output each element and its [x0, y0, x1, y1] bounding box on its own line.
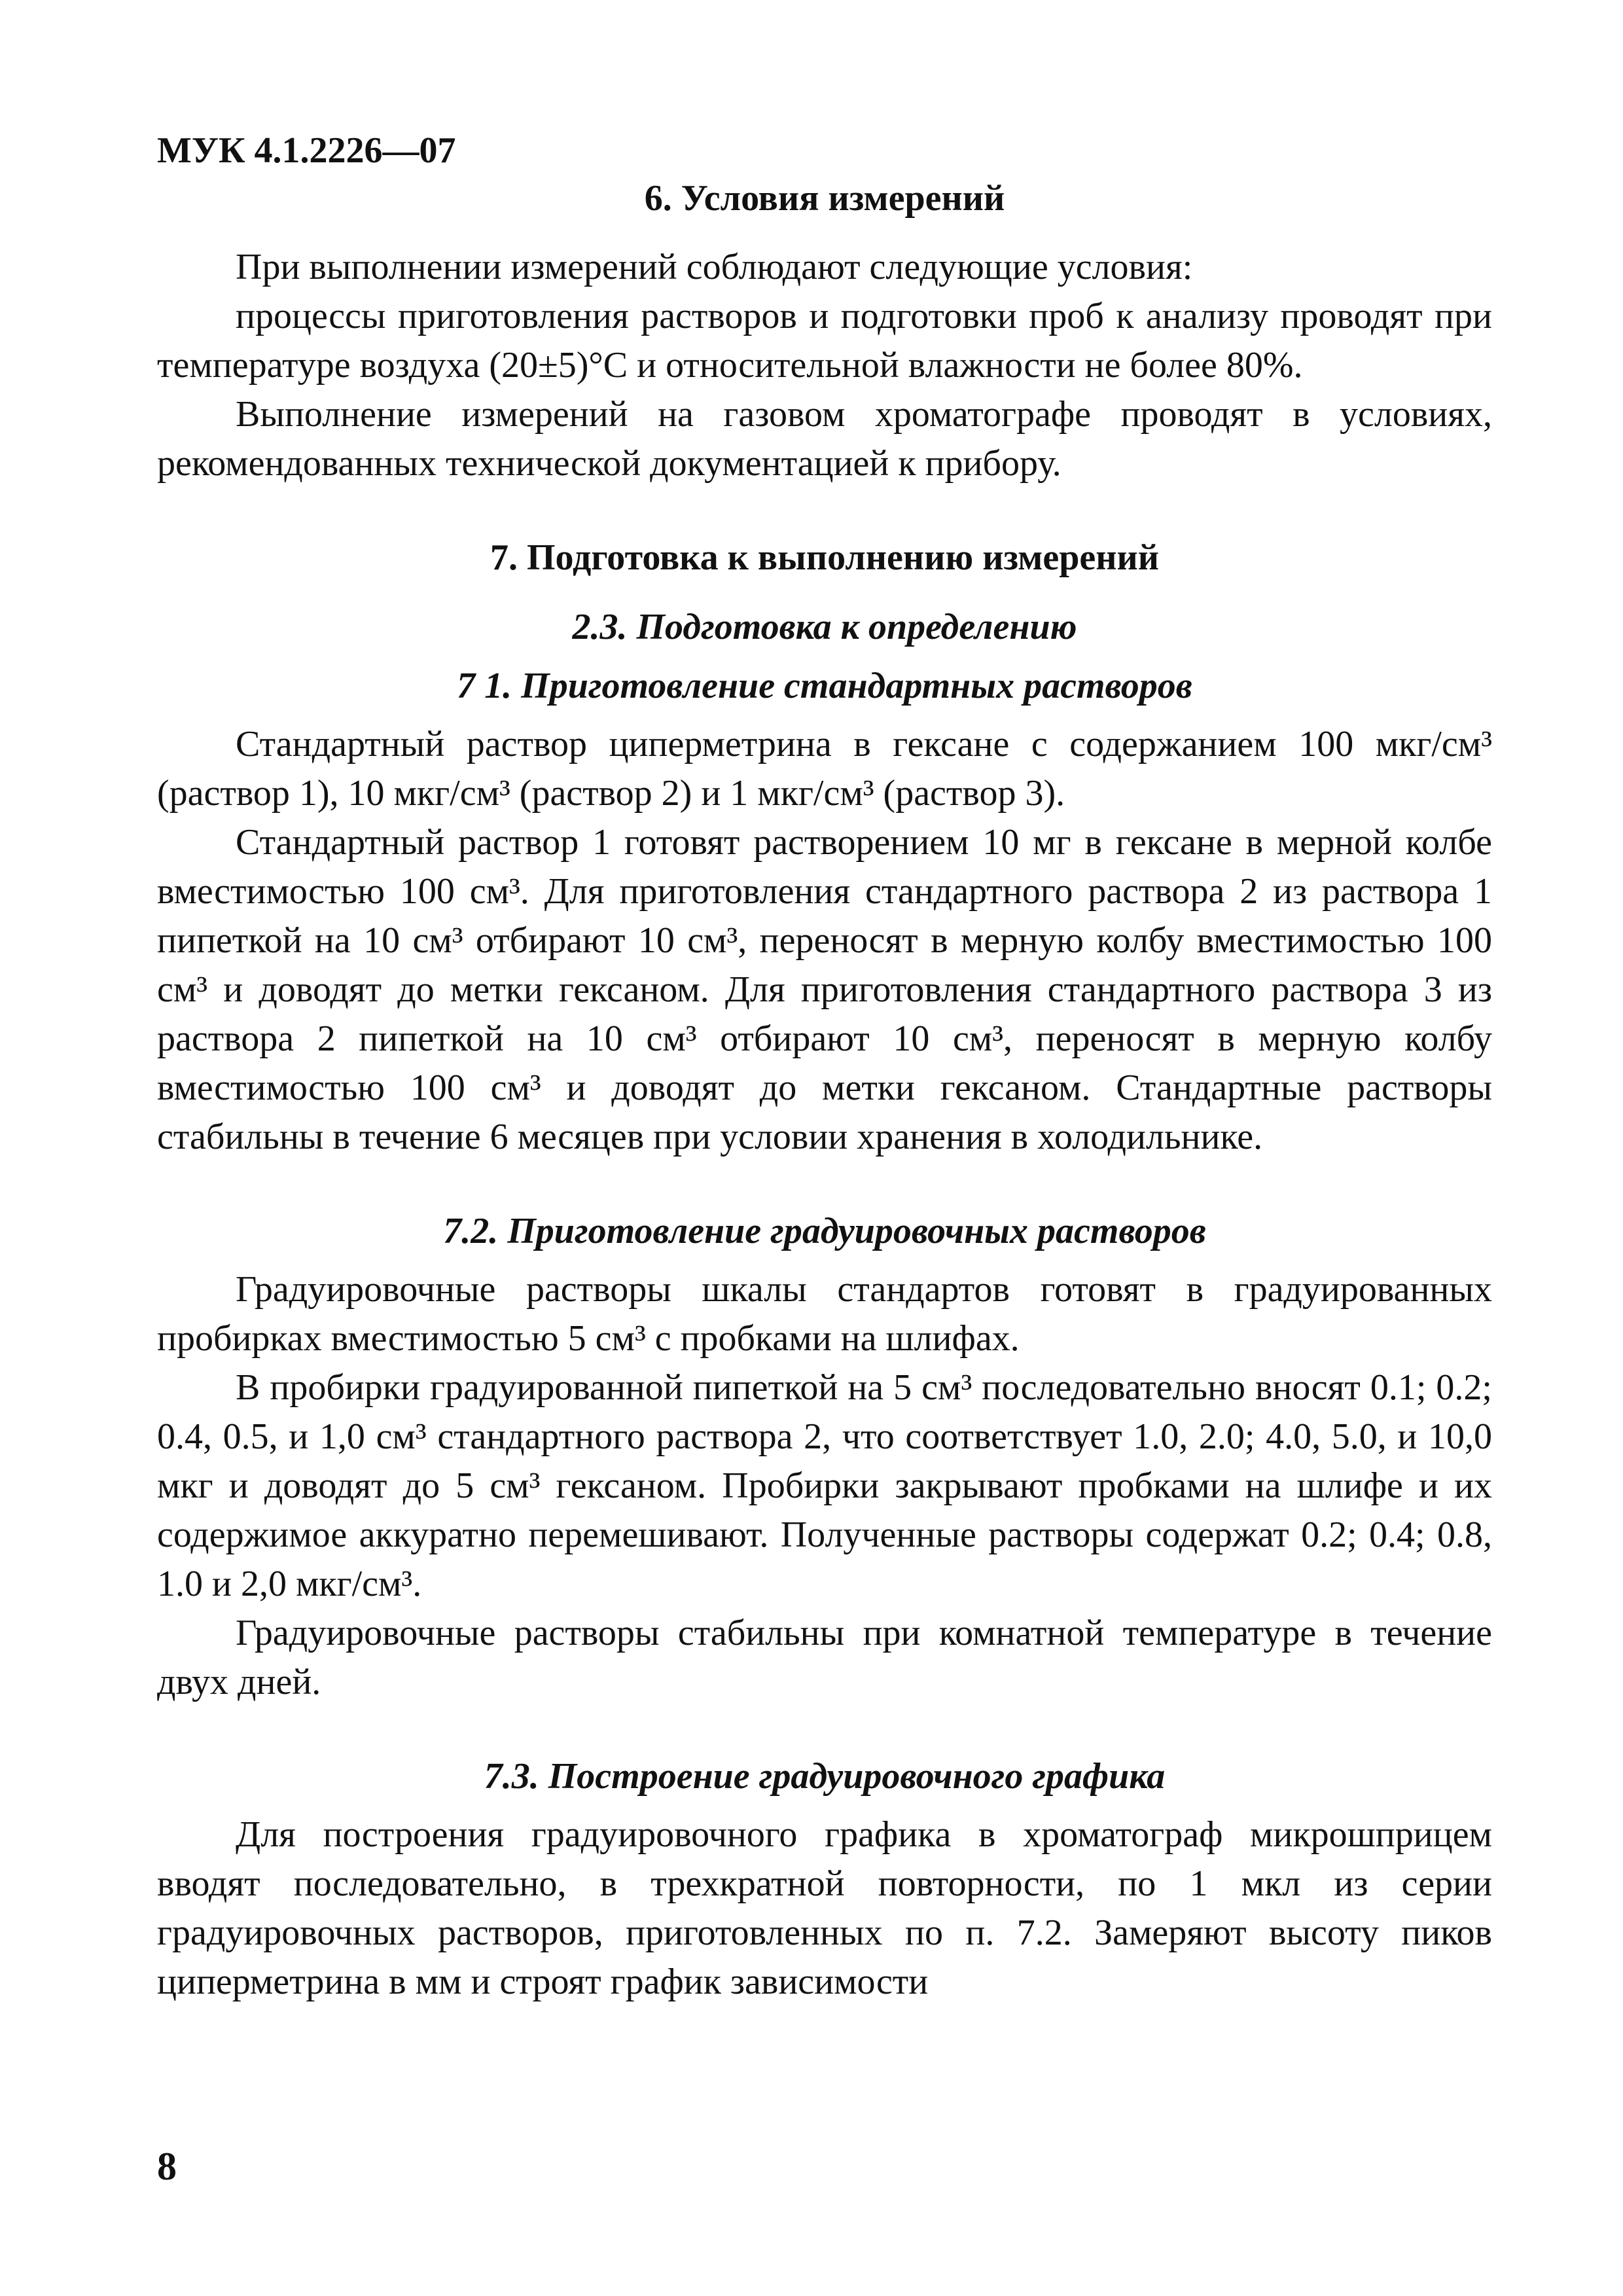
- subsection-7-2-paragraph: Градуировочные растворы шкалы стандартов готовят в градуированных пробирках вместимостью 5 см³ с пробками на шлифах.: [157, 1269, 1492, 1359]
- section-6-paragraph: Выполнение измерений на газовом хроматографе проводят в условиях, рекомендованных технической документацией к прибору.: [157, 394, 1492, 484]
- subsection-7-3-paragraph: Для построения градуировочного графика в хроматограф микрошприцем вводят последовательно, в трехкратной повторности, по 1 мкл из серии градуировочных растворов, приготовленных по п. 7.2. Замеряют высоту пиков циперметрина в мм и строят график зависимости: [157, 1814, 1492, 2002]
- page-content: [157, 173, 1492, 2007]
- document-page: [157, 111, 1492, 2206]
- section-7-subtitle: 2.3. Подготовка к определению: [572, 607, 1077, 647]
- page-number: 8: [157, 2145, 177, 2188]
- subsection-7-2-paragraph: Градуировочные растворы стабильны при комнатной температуре в течение двух дней.: [157, 1613, 1492, 1702]
- document-code: МУК 4.1.2226—07: [157, 130, 456, 171]
- subsection-7-1-title: 7 1. Приготовление стандартных растворов: [457, 666, 1192, 706]
- section-6-title: 6. Условия измерений: [644, 178, 1005, 219]
- section-7-title: 7. Подготовка к выполнению измерений: [490, 537, 1159, 578]
- subsection-7-1-paragraph: Стандартный раствор 1 готовят растворением 10 мг в гексане в мерной колбе вместимостью 100 см³. Для приготовления стандартного раствора 2 из раствора 1 пипеткой на 10 см³ отбирают 10 см³, переносят в мерную колбу вместимостью 100 см³ и доводят до метки гексаном. Для приготовления стандартного раствора 3 из раствора 2 пипеткой на 10 см³ отбирают 10 см³, переносят в мерную колбу вместимостью 100 см³ и доводят до метки гексаном. Стандартные растворы стабильны в течение 6 месяцев при условии хранения в холодильнике.: [157, 822, 1492, 1157]
- subsection-7-2-paragraph: В пробирки градуированной пипеткой на 5 см³ последовательно вносят 0.1; 0.2; 0.4, 0.5, и 1,0 см³ стандартного раствора 2, что соответствует 1.0, 2.0; 4.0, 5.0, и 10,0 мкг и доводят до 5 см³ гексаном. Пробирки закрывают пробками на шлифе и их содержимое аккуратно перемешивают. Полученные растворы содержат 0.2; 0.4; 0.8, 1.0 и 2,0 мкг/см³.: [157, 1367, 1492, 1604]
- subsection-7-3-title: 7.3. Построение градуировочного графика: [484, 1756, 1166, 1797]
- subsection-7-2-title: 7.2. Приготовление градуировочных растворов: [443, 1211, 1206, 1251]
- subsection-7-1-paragraph: Стандартный раствор циперметрина в гексане с содержанием 100 мкг/см³ (раствор 1), 10 мкг/см³ (раствор 2) и 1 мкг/см³ (раствор 3).: [157, 724, 1492, 814]
- section-6-paragraph: процессы приготовления растворов и подготовки проб к анализу проводят при температуре воздуха (20±5)°С и относительной влажности не более 80%.: [157, 296, 1492, 386]
- section-6-paragraph: При выполнении измерений соблюдают следующие условия:: [236, 247, 1193, 287]
